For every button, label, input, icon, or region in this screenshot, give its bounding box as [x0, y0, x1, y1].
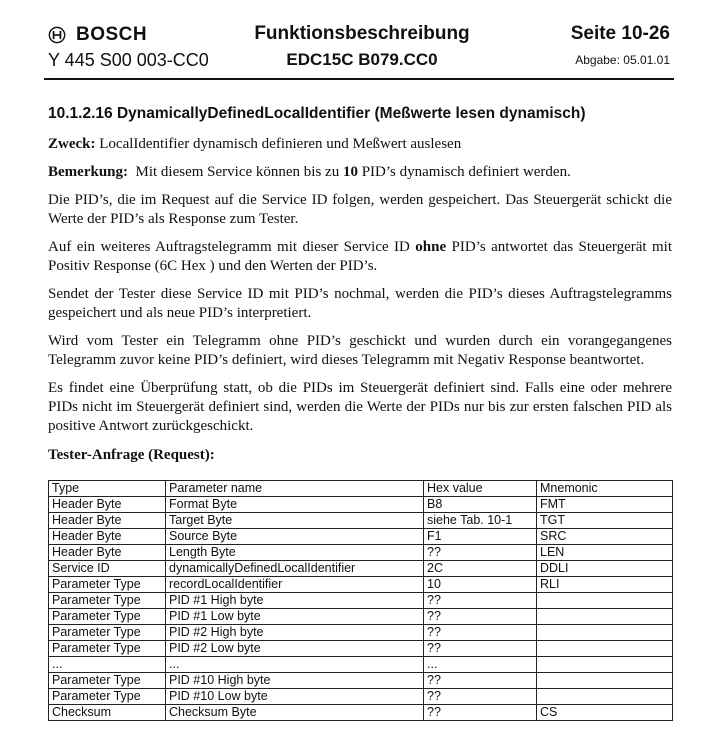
cell-type: Parameter Type [49, 689, 166, 705]
cell-hex-value: B8 [424, 497, 537, 513]
cell-mnemonic: DDLI [537, 561, 673, 577]
cell-hex-value: ... [424, 657, 537, 673]
cell-hex-value: siehe Tab. 10-1 [424, 513, 537, 529]
purpose-label: Zweck: [48, 136, 96, 152]
paragraph-3: Sendet der Tester diese Service ID mit PID’s nochmal, werden die PID’s dieses Auftragstelegramms gespeichert und als neue PID’s interpretiert. [48, 286, 672, 321]
table-row [49, 529, 673, 545]
cell-parameter-name: Target Byte [166, 513, 424, 529]
cell-hex-value: ?? [424, 545, 537, 561]
cell-mnemonic [537, 593, 673, 609]
cell-type: Parameter Type [49, 609, 166, 625]
cell-hex-value: F1 [424, 529, 537, 545]
remark-text-pre: Mit diesem Service können bis zu [128, 164, 343, 180]
page-header [44, 20, 674, 74]
cell-type: Checksum [49, 705, 166, 721]
cell-type: Parameter Type [49, 593, 166, 609]
cell-hex-value: ?? [424, 641, 537, 657]
paragraph-2 [48, 238, 672, 276]
cell-hex-value: ?? [424, 593, 537, 609]
table-row [49, 657, 673, 673]
request-parameter-table [48, 480, 673, 721]
purpose-text: LocalIdentifier dynamisch definieren und Meßwert auslesen [95, 136, 462, 152]
cell-parameter-name: recordLocalIdentifier [166, 577, 424, 593]
cell-mnemonic: LEN [537, 545, 673, 561]
cell-type: Header Byte [49, 529, 166, 545]
cell-mnemonic [537, 689, 673, 705]
document-title: Funktionsbeschreibung [254, 23, 470, 44]
header-divider [44, 78, 674, 80]
cell-parameter-name: PID #1 Low byte [166, 609, 424, 625]
cell-hex-value: 2C [424, 561, 537, 577]
cell-type: Parameter Type [49, 625, 166, 641]
column-header-parameter-name: Parameter name [166, 481, 424, 497]
paragraph-1: Die PID’s, die im Request auf die Service ID folgen, werden gespeichert. Das Steuergerät schickt die Werte der PID’s als Response zum Tester. [48, 192, 672, 227]
table-row [49, 561, 673, 577]
table-row [49, 497, 673, 513]
page-number: Seite 10-26 [570, 23, 670, 44]
cell-type: Parameter Type [49, 641, 166, 657]
section-body [48, 105, 672, 468]
cell-type: Header Byte [49, 513, 166, 529]
cell-parameter-name: PID #10 Low byte [166, 689, 424, 705]
paragraph-4: Wird vom Tester ein Telegramm ohne PID’s geschickt und wurden durch ein vorangegangenes Telegramm zuvor keine PID’s definiert, wird dieses Telegramm mit Negativ Response beantwortet. [48, 333, 672, 368]
cell-mnemonic: FMT [537, 497, 673, 513]
cell-hex-value: 10 [424, 577, 537, 593]
remark-paragraph [48, 163, 672, 182]
issue-date: Abgabe: 05.01.01 [575, 53, 670, 67]
cell-parameter-name: PID #10 High byte [166, 673, 424, 689]
paragraph-2-emphasis: ohne [415, 239, 447, 255]
table-row [49, 689, 673, 705]
cell-parameter-name: PID #2 Low byte [166, 641, 424, 657]
remark-label: Bemerkung: [48, 164, 128, 180]
table-row [49, 577, 673, 593]
document-id: Y 445 S00 003-CC0 [48, 50, 209, 70]
cell-type: Parameter Type [49, 673, 166, 689]
brand-name: BOSCH [76, 24, 148, 45]
table-row [49, 625, 673, 641]
cell-parameter-name: PID #1 High byte [166, 593, 424, 609]
cell-parameter-name: dynamicallyDefinedLocalIdentifier [166, 561, 424, 577]
cell-mnemonic [537, 641, 673, 657]
cell-mnemonic: CS [537, 705, 673, 721]
section-title: 10.1.2.16 DynamicallyDefinedLocalIdentifier (Meßwerte lesen dynamisch) [48, 105, 586, 122]
paragraph-2-pre: Auf ein weiteres Auftragstelegramm mit dieser Service ID [48, 239, 416, 255]
cell-parameter-name: Length Byte [166, 545, 424, 561]
cell-mnemonic: TGT [537, 513, 673, 529]
cell-type: Header Byte [49, 497, 166, 513]
column-header-mnemonic: Mnemonic [537, 481, 673, 497]
table-row [49, 593, 673, 609]
document-subtitle: EDC15C B079.CC0 [286, 50, 438, 69]
paragraph-2-post: PID’s antwortet das Steuergerät mit Positiv Response (6C Hex ) und den Werten der PID’s. [48, 239, 672, 274]
cell-parameter-name: Checksum Byte [166, 705, 424, 721]
cell-mnemonic: SRC [537, 529, 673, 545]
table-caption: Tester-Anfrage (Request): [48, 447, 215, 463]
cell-hex-value: ?? [424, 609, 537, 625]
cell-hex-value: ?? [424, 625, 537, 641]
remark-pid-count: 10 [342, 164, 358, 180]
bosch-armature-icon [48, 26, 66, 44]
table-row [49, 673, 673, 689]
cell-type: Service ID [49, 561, 166, 577]
cell-mnemonic [537, 625, 673, 641]
cell-parameter-name: PID #2 High byte [166, 625, 424, 641]
cell-parameter-name: ... [166, 657, 424, 673]
paragraph-5: Es findet eine Überprüfung statt, ob die PIDs im Steuergerät definiert sind. Falls eine oder mehrere PIDs nicht im Steuergerät definiert sind, werden die Werte der PIDs nur bis zur ersten falschen PID als positive Antwort zurückgeschickt. [48, 380, 672, 434]
cell-mnemonic [537, 657, 673, 673]
cell-type: ... [49, 657, 166, 673]
table-row [49, 609, 673, 625]
cell-mnemonic [537, 673, 673, 689]
column-header-type: Type [49, 481, 166, 497]
brand-logo [48, 24, 147, 46]
table-header-row [49, 481, 673, 497]
cell-mnemonic: RLI [537, 577, 673, 593]
cell-type: Parameter Type [49, 577, 166, 593]
remark-text-post: PID’s dynamisch definiert werden. [357, 164, 571, 180]
table-row [49, 641, 673, 657]
cell-mnemonic [537, 609, 673, 625]
cell-hex-value: ?? [424, 705, 537, 721]
table-row [49, 513, 673, 529]
table-body [49, 497, 673, 721]
table-row [49, 705, 673, 721]
column-header-hex-value: Hex value [424, 481, 537, 497]
cell-parameter-name: Format Byte [166, 497, 424, 513]
table-row [49, 545, 673, 561]
cell-hex-value: ?? [424, 689, 537, 705]
cell-hex-value: ?? [424, 673, 537, 689]
purpose-paragraph [48, 135, 672, 154]
cell-parameter-name: Source Byte [166, 529, 424, 545]
cell-type: Header Byte [49, 545, 166, 561]
